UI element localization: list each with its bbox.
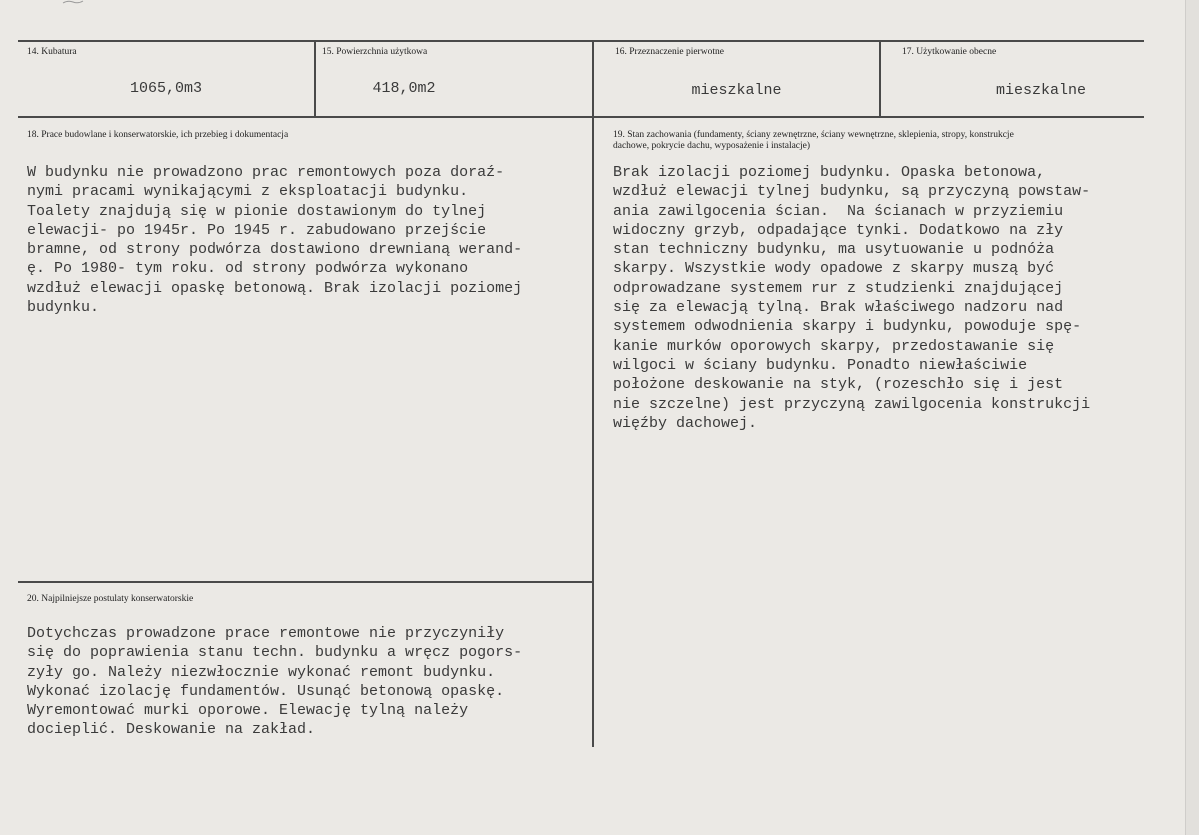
rule-row1-bottom bbox=[18, 116, 1144, 118]
field-16-value: mieszkalne bbox=[691, 82, 782, 99]
field-19-text: Brak izolacji poziomej budynku. Opaska betonowa, wzdłuż elewacji tylnej budynku, są przyczyną powstaw- ania zawilgocenia ścian. Na ścianach w przyziemiu widoczny grzyb, odpadające tynki. Dodatkowo na zły stan techniczny budynku, ma usytuowanie u podnóża skarpy. Wszystkie wody opadowe z skarpy muszą być odprowadzane systemem rur z studzienki znajdującej się za elewacją tylną. Brak właściwego nadzoru nad systemem odwodnienia skarpy i budynku, powoduje spę- kanie murków oporowych skarpy, przedostawanie się wilgoci w ściany budynku. Ponadto niewłaściwie położone deskowanie na styk, (rozeschło się i jest nie szczelne) jest przyczyną zawilgocenia konstrukcji więźby dachowej. bbox=[613, 164, 1091, 432]
field-15-label: 15. Powierzchnia użytkowa bbox=[322, 47, 428, 57]
field-18-text: W budynku nie prowadzono prac remontowych poza doraź- nymi pracami wynikającymi z eksploatacji budynku. Toalety znajdują się w pionie dostawionym do tylnej elewacji- po 1945r. Po 1945 r. zabudowano przejście bramne, od strony podwórza dostawiono drewnianą werand- ę. Po 1980- tym roku. od strony podwórza wykonano wzdłuż elewacji opaskę betonową. Brak izolacji poziomej budynku. bbox=[27, 164, 523, 317]
field-15-value: 418,0m2 bbox=[372, 80, 436, 97]
field-16-label: 16. Przeznaczenie pierwotne bbox=[615, 47, 724, 57]
field-14-value: 1065,0m3 bbox=[129, 80, 202, 97]
divider-15-16 bbox=[592, 41, 594, 747]
field-14-label: 14. Kubatura bbox=[27, 47, 77, 57]
field-19-label: 19. Stan zachowania (fundamenty, ściany zewnętrzne, ściany wewnętrzne, sklepienia, stropy, konstrukcje dachowe, pokrycie dachu, wyposażenie i instalacje) bbox=[613, 130, 1014, 151]
rule-section20-top bbox=[18, 581, 594, 583]
divider-16-17 bbox=[879, 41, 881, 117]
top-edge-mark bbox=[62, 0, 84, 4]
field-20-label: 20. Najpilniejsze postulaty konserwatorskie bbox=[27, 594, 194, 604]
divider-14-15 bbox=[314, 41, 316, 117]
rule-top bbox=[18, 40, 1144, 42]
field-20-text: Dotychczas prowadzone prace remontowe nie przyczyniły się do poprawienia stanu techn. budynku a wręcz pogors- zyły go. Należy niezwłocznie wykonać remont budynku. Wykonać izolację fundamentów. Usunąć betonową opaskę. Wyremontować murki oporowe. Elewację tylną należy docieplić. Deskowanie na zakład. bbox=[27, 625, 523, 739]
card-right-edge bbox=[1185, 0, 1199, 835]
field-17-label: 17. Użytkowanie obecne bbox=[902, 47, 997, 57]
field-17-value: mieszkalne bbox=[995, 82, 1086, 99]
field-18-label: 18. Prace budowlane i konserwatorskie, ich przebieg i dokumentacja bbox=[27, 130, 289, 140]
